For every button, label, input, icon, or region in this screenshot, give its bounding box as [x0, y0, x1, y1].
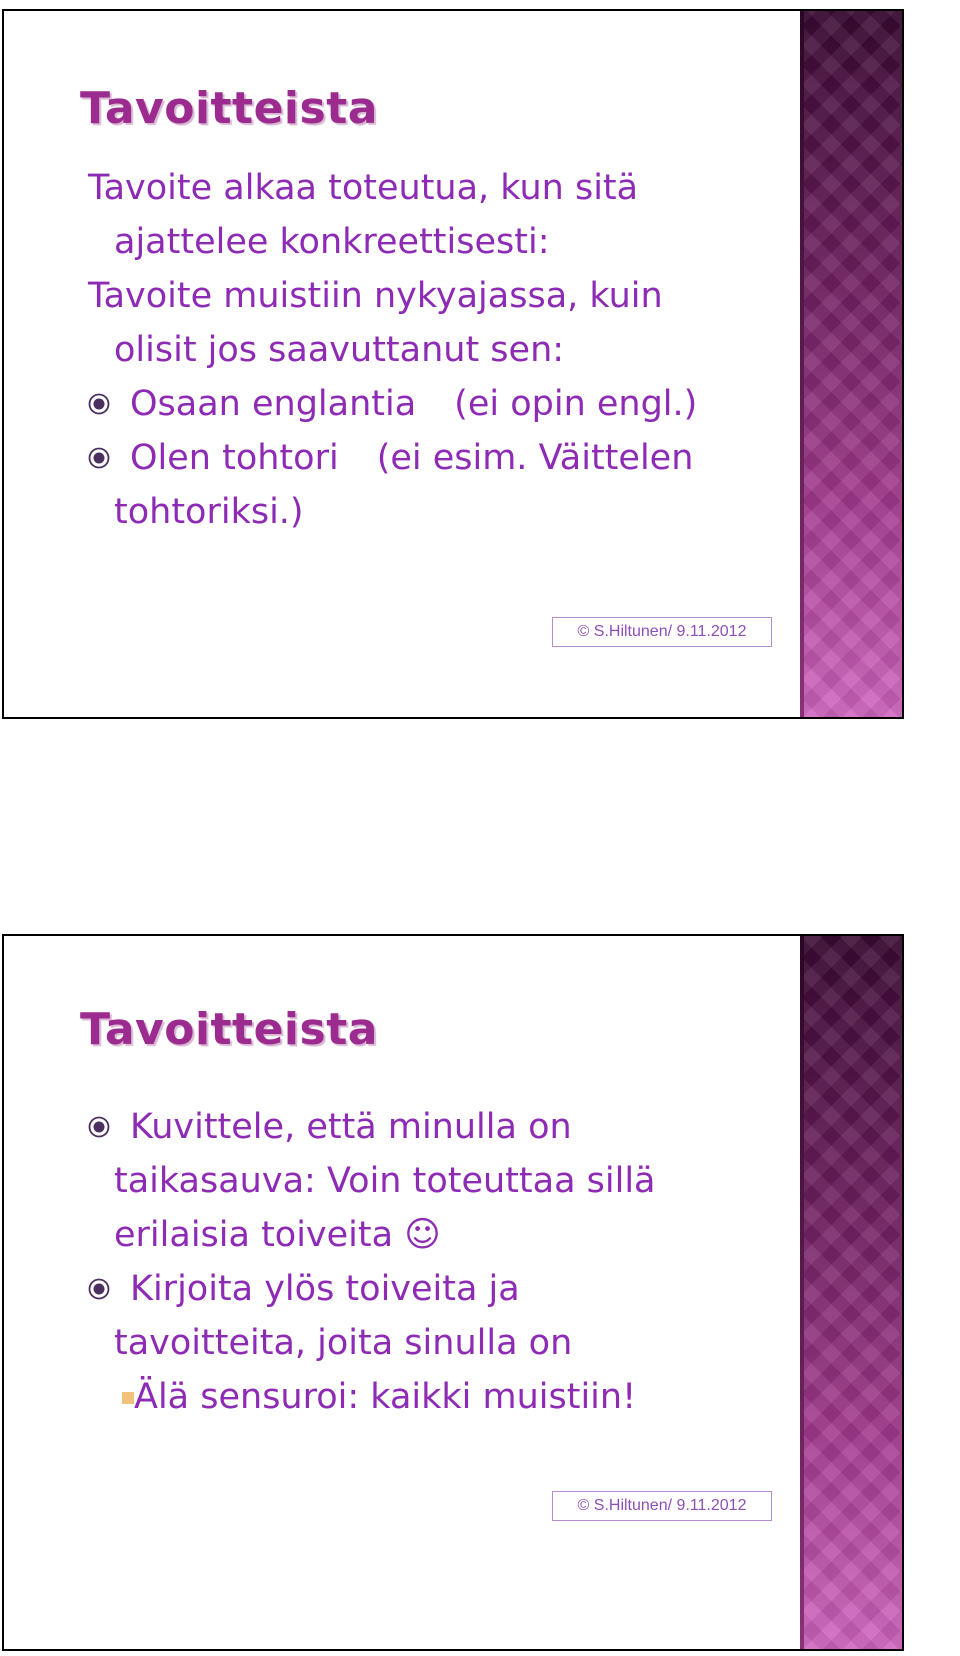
bullet-text: Kirjoita ylös toiveita ja — [130, 1269, 520, 1309]
slide-body — [86, 1100, 786, 1424]
slide-2 — [2, 934, 904, 1651]
bullet-item — [86, 377, 786, 431]
bullet-continuation: erilaisia toiveita ☺ — [114, 1215, 441, 1255]
paragraph — [86, 161, 786, 269]
paragraph — [86, 269, 786, 377]
paragraph-line: Tavoite muistiin nykyajassa, kuin — [88, 276, 663, 316]
bullet-text: Olen tohtori — [130, 438, 339, 478]
slide-title: Tavoitteista — [80, 1004, 378, 1055]
paragraph-line: ajattelee konkreettisesti: — [114, 222, 550, 262]
slide-title: Tavoitteista — [80, 83, 378, 134]
bullet-text: Osaan englantia — [130, 384, 417, 424]
radio-target-icon — [88, 447, 110, 469]
sub-bullet-text: Älä sensuroi: kaikki muistiin! — [134, 1377, 637, 1417]
decorative-side-band — [800, 936, 902, 1649]
bullet-text: Kuvittele, että minulla on — [130, 1107, 572, 1147]
bullet-continuation: taikasauva: Voin toteuttaa sillä — [114, 1161, 656, 1201]
paragraph-line: Tavoite alkaa toteutua, kun sitä — [88, 168, 639, 208]
bullet-item — [86, 1100, 786, 1154]
bullet-item — [86, 431, 786, 485]
decorative-side-band — [800, 11, 902, 717]
bullet-continuation: tavoitteita, joita sinulla on — [114, 1323, 573, 1363]
bullet-note: (ei esim. Väittelen — [376, 438, 694, 478]
radio-target-icon — [88, 1116, 110, 1138]
bullet-continuation: tohtoriksi.) — [114, 492, 304, 532]
bullet-note: (ei opin engl.) — [454, 384, 698, 424]
slide-1 — [2, 9, 904, 719]
radio-target-icon — [88, 1278, 110, 1300]
radio-target-icon — [88, 393, 110, 415]
footer-credit: © S.Hiltunen/ 9.11.2012 — [552, 617, 772, 647]
footer-credit: © S.Hiltunen/ 9.11.2012 — [552, 1491, 772, 1521]
square-bullet-icon — [122, 1392, 134, 1404]
bullet-item — [86, 1262, 786, 1316]
paragraph-line: olisit jos saavuttanut sen: — [114, 330, 565, 370]
sub-bullet-item — [86, 1370, 786, 1424]
slide-body — [86, 161, 786, 539]
